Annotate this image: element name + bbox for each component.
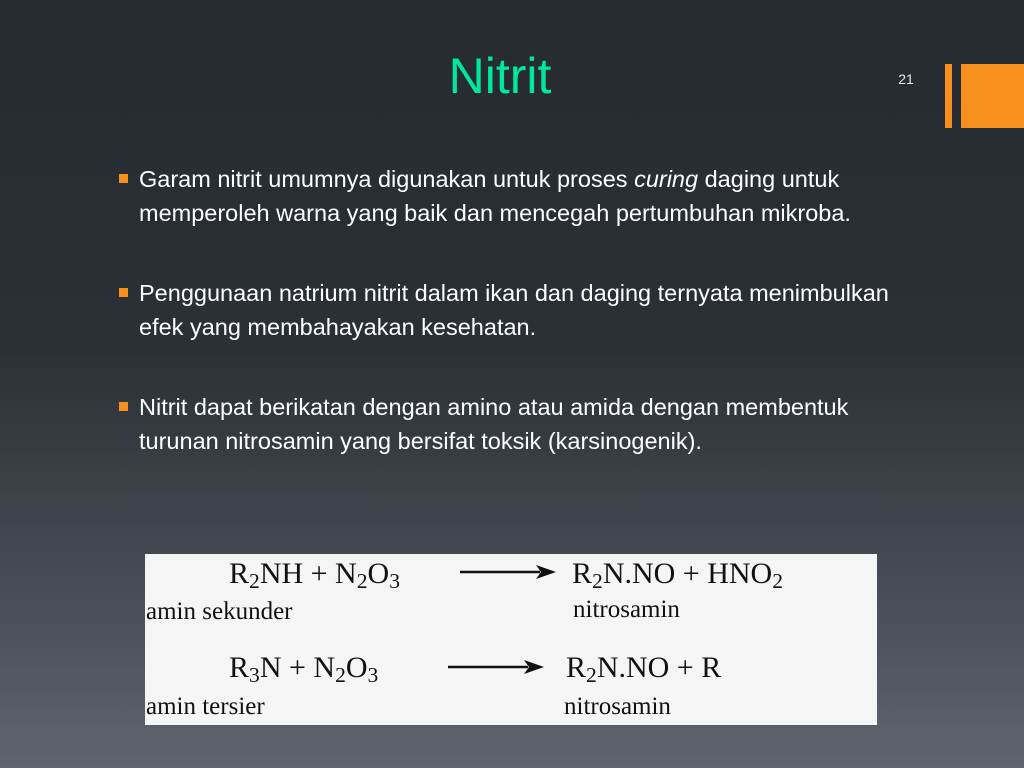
bullet-list <box>119 162 919 458</box>
reaction-1-products: $R_2N.NO + HNO_2$ <box>572 557 784 593</box>
reaction-2-arrow-icon <box>448 655 544 679</box>
slide-title: Nitrit <box>448 48 552 104</box>
square-bullet-icon <box>119 402 128 411</box>
bullet-text: Nitrit dapat berikatan dengan amino atau amida dengan membentuk turunan nitrosamin yang bersifat toksik (karsinogenik). <box>139 394 849 454</box>
bullet-item <box>119 276 919 344</box>
reaction-2-reactants: $R_3N + N_2O_3$ <box>229 651 379 687</box>
bullet-item <box>119 390 919 458</box>
square-bullet-icon <box>119 174 128 183</box>
reaction-1-arrow-icon <box>460 560 556 584</box>
bullet-text-emphasis: curing <box>634 166 699 192</box>
reaction-1-reactants: $R_2NH + N_2O_3$ <box>229 557 400 593</box>
reaction-2-reactant-label: amin tersier <box>146 693 265 720</box>
bullet-text-start: Garam nitrit umumnya digunakan untuk proses <box>139 166 635 192</box>
accent-bar-thin <box>945 64 952 128</box>
bullet-text: Penggunaan natrium nitrit dalam ikan dan daging ternyata menimbulkan efek yang membahayakan kesehatan. <box>139 280 889 340</box>
bullet-text-end: daging untuk memperoleh warna yang baik dan mencegah pertumbuhan mikroba. <box>139 166 851 226</box>
reaction-2-product-label: nitrosamin <box>564 693 671 720</box>
accent-bar-thick <box>961 64 1024 128</box>
reaction-1-product-label: nitrosamin <box>573 596 680 623</box>
reaction-2-products: $R_2N.NO + R$ <box>566 651 722 687</box>
square-bullet-icon <box>119 288 128 297</box>
reaction-diagram <box>145 554 877 725</box>
reaction-1-reactant-label: amin sekunder <box>146 598 293 625</box>
page-number: 21 <box>898 71 914 87</box>
bullet-item <box>119 162 919 230</box>
